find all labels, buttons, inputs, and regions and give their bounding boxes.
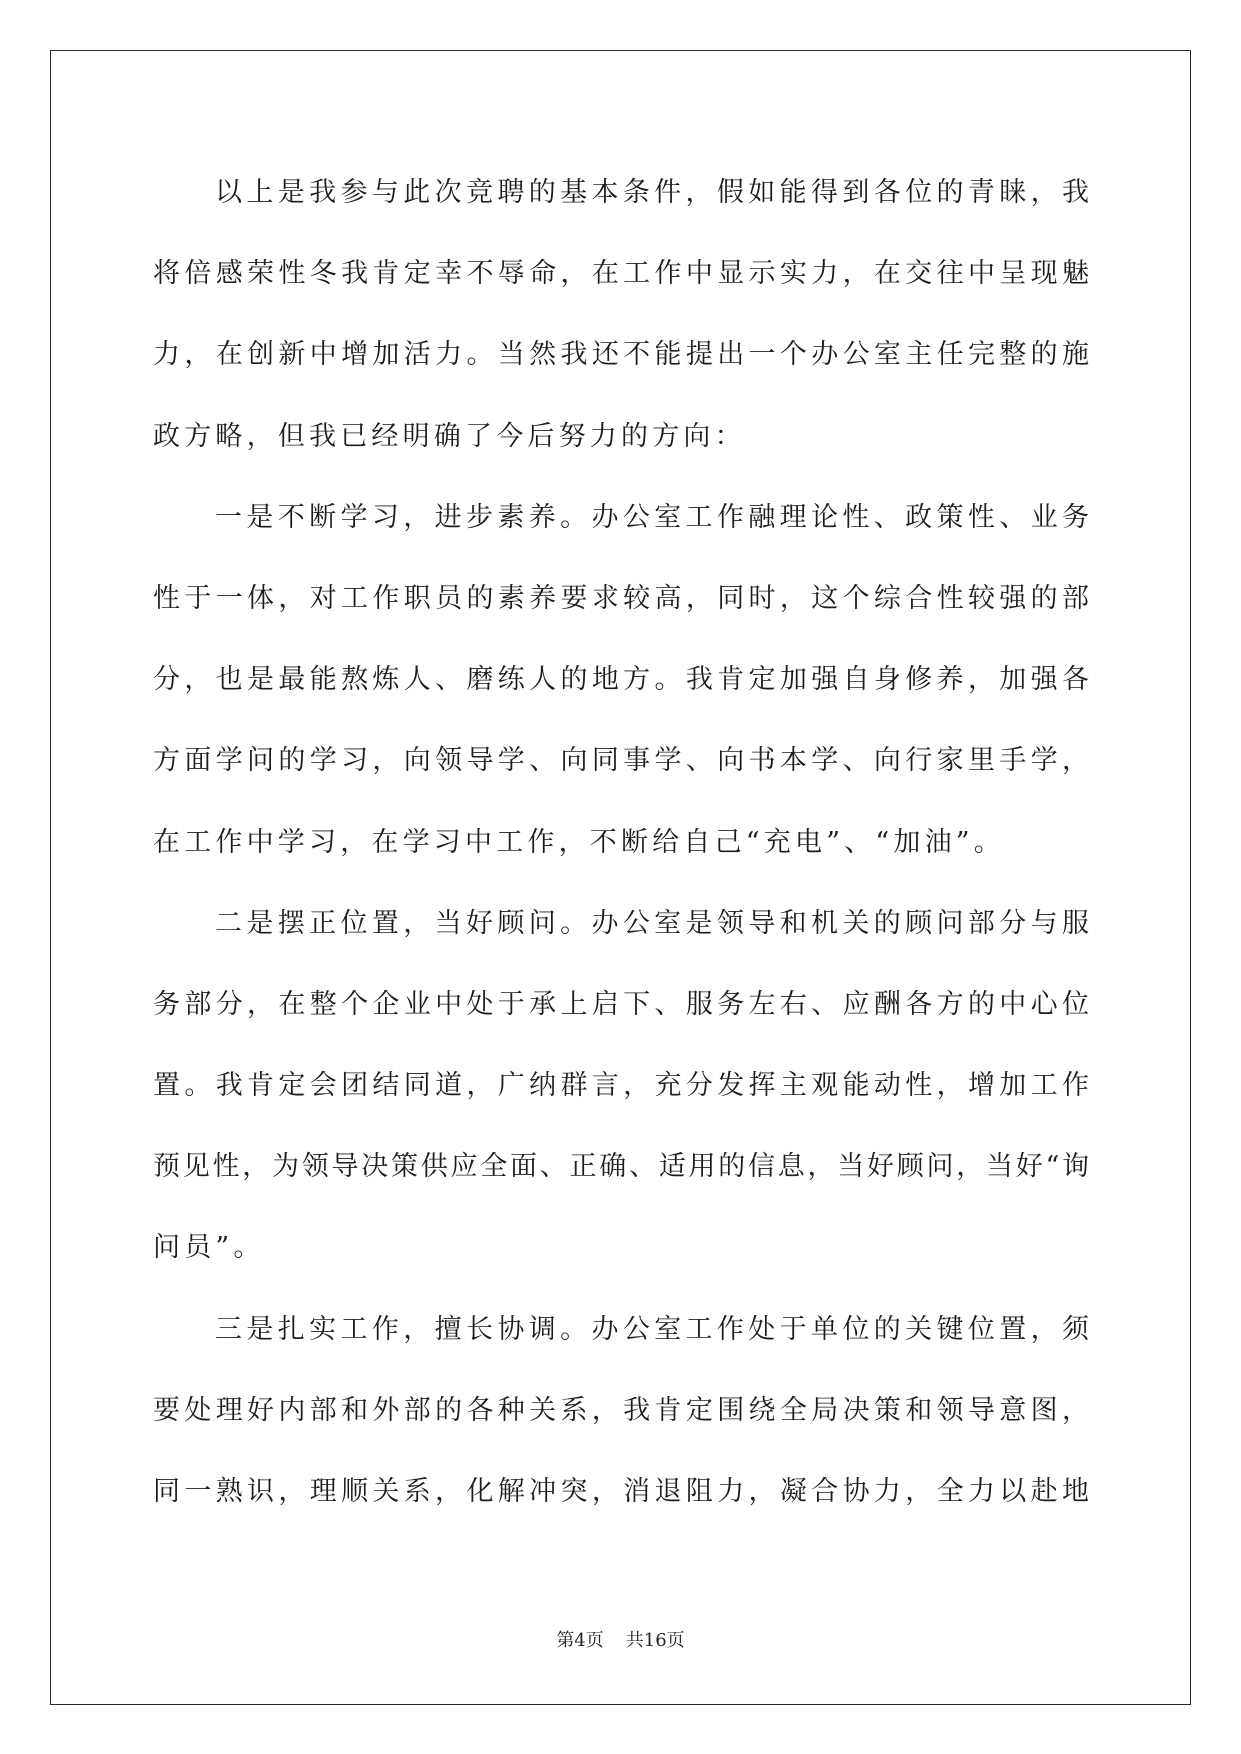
text-line: 问员”。 [153, 1232, 265, 1264]
text-line: 二是摆正位置，当好顾问。办公室是领导和机关的顾问部分与服 [215, 907, 1089, 939]
paragraph [153, 1289, 1089, 1533]
document-body [153, 152, 1089, 1532]
text-line: 一是不断学习，进步素养。办公室工作融理论性、政策性、业务 [215, 501, 1089, 533]
text-line: 务部分，在整个企业中处于承上启下、服务左右、应酬各方的中心位 [153, 988, 1089, 1020]
text-line: 政方略，但我已经明确了今后努力的方向： [153, 420, 746, 452]
text-line: 要处理好内部和外部的各种关系，我肯定围绕全局决策和领导意图， [153, 1394, 1089, 1426]
page-footer [0, 1628, 1241, 1654]
text-line: 在工作中学习，在学习中工作，不断给自己“充电”、“加油”。 [153, 826, 1006, 858]
page-number: 第4页 [556, 1630, 604, 1651]
paragraph [153, 152, 1089, 477]
text-line: 置。我肯定会团结同道，广纳群言，充分发挥主观能动性，增加工作 [153, 1070, 1089, 1102]
text-line: 性于一体，对工作职员的素养要求较高，同时，这个综合性较强的部 [153, 582, 1089, 614]
text-line: 将倍感荣性冬我肯定幸不辱命，在工作中显示实力，在交往中呈现魅 [153, 258, 1089, 290]
text-line: 力，在创新中增加活力。当然我还不能提出一个办公室主任完整的施 [153, 339, 1089, 371]
text-line: 三是扎实工作，擅长协调。办公室工作处于单位的关键位置，须 [215, 1313, 1089, 1345]
text-line: 分，也是最能熬炼人、磨练人的地方。我肯定加强自身修养，加强各 [153, 664, 1089, 696]
text-line: 预见性，为领导决策供应全面、正确、适用的信息，当好顾问，当好“询 [153, 1151, 1089, 1183]
paragraph [153, 883, 1089, 1289]
text-line: 同一熟识，理顺关系，化解冲突，消退阻力，凝合协力，全力以赴地 [153, 1476, 1089, 1507]
text-line: 以上是我参与此次竞聘的基本条件，假如能得到各位的青睐，我 [215, 177, 1089, 208]
paragraph [153, 477, 1089, 883]
text-line: 方面学问的学习，向领导学、向同事学、向书本学、向行家里手学， [153, 745, 1089, 777]
page-count: 共16页 [625, 1630, 685, 1651]
